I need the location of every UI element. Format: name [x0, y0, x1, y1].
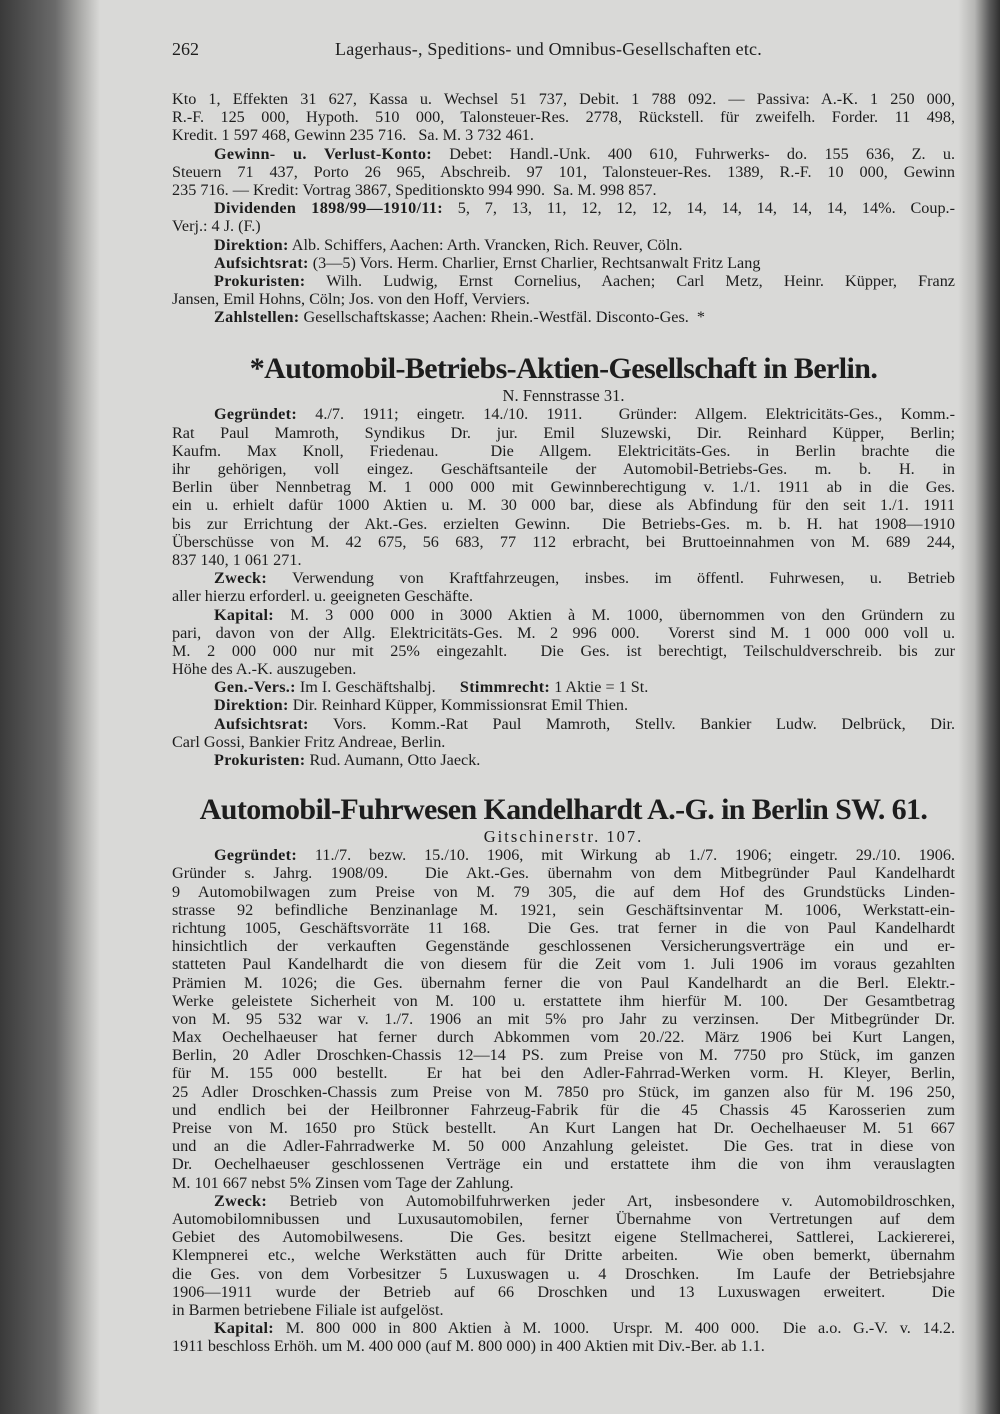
text-line	[172, 308, 955, 326]
text-content: Im I. Geschäftshalbj.	[295, 678, 460, 697]
text-line	[172, 1337, 955, 1355]
text-content: Prämien M. 1026; die Ges. übernahm ferner die von Paul Kandelhardt an die Berl. Elektr.-	[172, 973, 955, 992]
text-content: M. 3 000 000 in 3000 Aktien à M. 1000, übernommen von den Gründern zu	[273, 605, 955, 624]
text-line	[172, 1028, 955, 1046]
paragraph	[172, 1319, 955, 1355]
text-line	[172, 442, 955, 460]
text-content: strasse 92 befindliche Benzinanlage M. 1921, sein Geschäftsinventar M. 1006, Werkstatt-ein-	[172, 900, 955, 919]
text-line	[172, 90, 955, 108]
section-previous-company	[172, 90, 955, 326]
text-line	[172, 1228, 955, 1246]
text-line	[172, 199, 955, 217]
paragraph	[172, 715, 955, 751]
text-line	[172, 1083, 955, 1101]
text-content: die Ges. von dem Vorbesitzer 5 Luxuswagen u. 4 Droschken. Im Laufe der Betriebsjahre	[172, 1264, 955, 1283]
text-line	[172, 1246, 955, 1264]
text-line	[172, 460, 955, 478]
text-line	[172, 1319, 955, 1337]
text-content: pari, davon von der Allg. Elektricitäts-Ges. M. 2 996 000. Vorerst sind M. 1 000 000 voll u.	[172, 623, 955, 642]
text-line	[172, 587, 955, 605]
text-content: richtung 1005, Geschäftsvorräte 11 168. Die Ges. trat ferner in die von Paul Kandelhardt	[172, 918, 955, 937]
scan-left-edge	[0, 0, 100, 1414]
text-content: Automobilomnibussen und Luxusautomobilen, ferner Übernahme von Vertretungen auf dem	[172, 1209, 955, 1228]
text-content: Gebiet des Automobilwesens. Die Ges. besitzt eigene Stellmacherei, Sattlerei, Lackiererei,	[172, 1228, 955, 1247]
section-automobil-betriebs	[172, 405, 955, 769]
text-content: Vors. Komm.-Rat Paul Mamroth, Stellv. Bankier Ludw. Delbrück, Dir.	[308, 714, 955, 733]
text-content: Steuern 71 437, Porto 26 965, Abschreib. 97 101, Talonsteuer-Res. 1389, R.-F. 10 000, Gewinn	[172, 162, 955, 181]
text-content: 837 140, 1 061 271.	[172, 550, 302, 569]
text-line	[172, 937, 955, 955]
text-line	[172, 1301, 955, 1319]
text-content: M. 800 000 in 800 Aktien à M. 1000. Urspr. M. 400 000. Die a.o. G.-V. v. 14.2.	[273, 1319, 955, 1338]
text-content: Kto 1, Effekten 31 627, Kassa u. Wechsel 51 737, Debit. 1 788 092. — Passiva: A.-K. 1 250 000,	[172, 90, 955, 108]
field-label: Aufsichtsrat:	[214, 253, 309, 272]
text-line	[172, 478, 955, 496]
text-content: bis zur Errichtung der Akt.-Ges. erzielten Gewinn. Die Betriebs-Ges. m. b. H. hat 1908—1910	[172, 514, 955, 533]
text-line	[172, 974, 955, 992]
text-line	[172, 515, 955, 533]
paragraph	[172, 405, 955, 569]
text-line	[172, 569, 955, 587]
text-content: 4./7. 1911; eingetr. 14./10. 1911. Gründer: Allgem. Elektricitäts-Ges., Komm.-	[297, 405, 955, 424]
text-content: Jansen, Emil Hohns, Cöln; Jos. von den Hoff, Verviers.	[172, 290, 530, 309]
paragraph	[172, 236, 955, 254]
text-line	[172, 496, 955, 514]
text-content: Werke geleistete Sicherheit von M. 100 u. erstattete ihm hierfür M. 100. Der Gesamtbetrag	[172, 991, 955, 1010]
text-line	[172, 108, 955, 126]
text-line	[172, 551, 955, 569]
running-title: Lagerhaus-, Speditions- und Omnibus-Gesellschaften etc.	[335, 38, 762, 59]
paragraph	[172, 751, 955, 769]
text-content: Rud. Aumann, Otto Jaeck.	[305, 751, 481, 769]
text-content: von M. 95 532 war v. 1./7. 1906 an mit 5% pro Jahr zu verzinsen. Der Mitbegründer Dr.	[172, 1009, 955, 1028]
text-content: für M. 155 000 bestellt. Er hat bei den Adler-Fahrrad-Werken vorm. H. Kleyer, Berlin,	[172, 1064, 955, 1083]
text-content: in Barmen betriebene Filiale ist aufgelöst.	[172, 1300, 444, 1319]
field-label: Prokuristen:	[214, 271, 306, 290]
text-line	[172, 660, 955, 678]
text-content: 9 Automobilwagen zum Preise von M. 79 305, die auf dem Hof des Grundstücks Linden-	[172, 882, 955, 901]
text-content: 1911 beschloss Erhöh. um M. 400 000 (auf M. 800 000) in 400 Aktien mit Div.-Ber. ab 1.1.	[172, 1337, 765, 1356]
text-line	[172, 696, 955, 714]
text-line	[172, 405, 955, 423]
text-content: ein u. erhielt dafür 1000 Aktien u. M. 30 000 bar, diese als Abfindung für den seit 1./1. 1911	[172, 496, 955, 515]
text-content: (3—5) Vors. Herm. Charlier, Ernst Charlier, Rechtsanwalt Fritz Lang	[308, 253, 761, 272]
text-line	[172, 290, 955, 308]
text-content: R.-F. 125 000, Hypoth. 510 000, Talonsteuer-Res. 2778, Rückstell. für zweifelh. Forder. 11 498,	[172, 108, 955, 127]
text-line	[172, 145, 955, 163]
text-line	[172, 992, 955, 1010]
field-label: Direktion:	[214, 235, 289, 254]
field-label: Stimmrecht:	[459, 678, 551, 697]
field-label: Kapital:	[214, 1319, 274, 1338]
text-content: Berlin, 20 Adler Droschken-Chassis 12—14 PS. zum Preise von M. 7750 pro Stück, im ganzen	[172, 1046, 955, 1065]
text-content: und endlich bei der Heilbronner Fahrzeug-Fabrik für die 45 Chassis 45 Karosserien zum	[172, 1100, 955, 1119]
paragraph	[172, 254, 955, 272]
paragraph	[172, 569, 955, 605]
company-title: *Automobil-Betriebs-Aktien-Gesellschaft in Berlin.	[249, 352, 878, 386]
text-content: hinsichtlich der verkauften Gegenstände geschlossenen Versicherungsverträge ein und er-	[172, 937, 955, 956]
text-content: Carl Gossi, Bankier Fritz Andreae, Berlin.	[172, 732, 446, 751]
text-line	[172, 1046, 955, 1064]
paragraph	[172, 606, 955, 679]
field-label: Gegründet:	[214, 405, 298, 424]
text-line	[172, 606, 955, 624]
text-line	[172, 424, 955, 442]
text-content: Alb. Schiffers, Aachen: Arth. Vrancken, Rich. Reuver, Cöln.	[288, 235, 683, 254]
text-content: Gründer s. Jahrg. 1908/09. Die Akt.-Ges. übernahm von dem Mitbegründer Paul Kandelhardt	[172, 864, 955, 883]
text-line	[172, 864, 955, 882]
text-line	[172, 1155, 955, 1173]
text-content: Dir. Reinhard Küpper, Kommissionsrat Emil Thien.	[288, 696, 629, 715]
text-line	[172, 1265, 955, 1283]
field-label: Gewinn- u. Verlust-Konto:	[214, 144, 432, 163]
text-content: Preise von M. 1650 pro Stück bestellt. An Kurt Langen hat Dr. Oechelhaeuser M. 51 667	[172, 1119, 955, 1137]
paragraph	[172, 145, 955, 200]
text-line	[172, 254, 955, 272]
text-content: Rat Paul Mamroth, Syndikus Dr. jur. Emil Sluzewski, Dir. Reinhard Küpper, Berlin;	[172, 423, 955, 442]
text-content: M. 2 000 000 nur mit 25% eingezahlt. Die Ges. ist berechtigt, Teilschuldverschreib. bis zur	[172, 641, 955, 660]
text-line	[172, 1010, 955, 1028]
text-line	[172, 236, 955, 254]
text-line	[172, 1210, 955, 1228]
section-kandelhardt	[172, 846, 955, 1355]
text-content: statteten Paul Kandelhardt die von diesem für die Zeit vom 1. Juli 1906 im voraus gezahlten	[172, 955, 955, 974]
text-content: M. 101 667 nebst 5% Zinsen vom Tage der Zahlung.	[172, 1173, 514, 1192]
document-page	[172, 36, 955, 1355]
text-content: 11./7. bezw. 15./10. 1906, mit Wirkung ab 1./7. 1906; eingetr. 29./10. 1906.	[297, 846, 955, 865]
text-line	[172, 715, 955, 733]
text-line	[172, 846, 955, 864]
field-label: Gegründet:	[214, 846, 298, 865]
text-content: Kaufm. Max Knoll, Friedenau. Die Allgem. Elektricitäts-Ges. in Berlin brachte die	[172, 441, 955, 460]
text-line	[172, 751, 955, 769]
field-label: Gen.-Vers.:	[214, 678, 296, 697]
text-content: Dr. Oechelhaeuser geschlossenen Verträge ein und erstattete ihm die von ihm verauslagten	[172, 1155, 955, 1174]
paragraph	[172, 696, 955, 714]
text-content: Gesellschaftskasse; Aachen: Rhein.-Westfäl. Disconto-Ges. *	[299, 308, 705, 327]
text-content: 5, 7, 13, 11, 12, 12, 12, 14, 14, 14, 14, 14, 14%. Coup.-	[442, 199, 955, 218]
text-content: Verj.: 4 J. (F.)	[172, 217, 261, 236]
field-label: Zahlstellen:	[214, 308, 300, 327]
text-content: Verwendung von Kraftfahrzeugen, insbes. im öffentl. Fuhrwesen, u. Betrieb	[267, 569, 955, 588]
text-line	[172, 1192, 955, 1210]
text-line	[172, 678, 955, 696]
text-line	[172, 217, 955, 235]
text-content: Betrieb von Automobilfuhrwerken jeder Art, insbesondere v. Automobildroschken,	[267, 1191, 955, 1210]
text-content: aller hierzu erforderl. u. geeigneten Geschäfte.	[172, 587, 474, 606]
paragraph	[172, 308, 955, 326]
field-label: Dividenden 1898/99—1910/11:	[214, 199, 443, 218]
text-content: 1906—1911 wurde der Betrieb auf 66 Droschken und 13 Luxuswagen erweitert. Die	[172, 1282, 955, 1301]
company-address: Gitschinerstr. 107.	[483, 827, 644, 847]
page-header	[172, 36, 955, 62]
paragraph	[172, 678, 955, 696]
paragraph	[172, 90, 955, 145]
paragraph	[172, 1192, 955, 1319]
text-content: Berlin über Nennbetrag M. 1 000 000 mit Gewinnberechtigung v. 1./1. 1911 ab in die Ges.	[172, 478, 955, 497]
field-label: Zweck:	[214, 1191, 268, 1210]
field-label: Kapital:	[214, 605, 274, 624]
text-line	[172, 1064, 955, 1082]
field-label: Aufsichtsrat:	[214, 714, 309, 733]
text-line	[172, 533, 955, 551]
text-line	[172, 163, 955, 181]
text-line	[172, 883, 955, 901]
field-label: Prokuristen:	[214, 751, 306, 769]
text-line	[172, 901, 955, 919]
text-content: Debet: Handl.-Unk. 400 610, Fuhrwerks- do. 155 636, Z. u.	[431, 144, 955, 163]
field-label: Direktion:	[214, 696, 289, 715]
text-line	[172, 919, 955, 937]
text-line	[172, 642, 955, 660]
company-address: N. Fennstrasse 31.	[502, 386, 625, 406]
text-content: 1 Aktie = 1 St.	[550, 678, 649, 697]
text-content: Wilh. Ludwig, Ernst Cornelius, Aachen; Carl Metz, Heinr. Küpper, Franz	[305, 271, 955, 290]
text-content: 235 716. — Kredit: Vortrag 3867, Speditionskto 994 990. Sa. M. 998 857.	[172, 180, 657, 199]
text-line	[172, 1174, 955, 1192]
text-line	[172, 1283, 955, 1301]
text-content: Max Oechelhaeuser hat ferner durch Abkommen vom 20./22. März 1906 bei Kurt Langen,	[172, 1028, 955, 1047]
text-line	[172, 1137, 955, 1155]
text-content: Höhe des A.-K. auszugeben.	[172, 660, 357, 679]
text-content: 25 Adler Droschken-Chassis zum Preise von M. 7850 pro Stück, im ganzen also für M. 196 250,	[172, 1082, 955, 1101]
company-title: Automobil-Fuhrwesen Kandelhardt A.-G. in Berlin SW. 61.	[199, 793, 928, 827]
text-content: Überschüsse von M. 42 675, 56 683, 77 112 erbracht, bei Bruttoeinnahmen von M. 689 244,	[172, 532, 955, 551]
text-line	[172, 126, 955, 144]
text-line	[172, 181, 955, 199]
text-line	[172, 1101, 955, 1119]
text-line	[172, 1119, 955, 1137]
text-content: Kredit. 1 597 468, Gewinn 235 716. Sa. M. 3 732 461.	[172, 126, 534, 145]
text-content: und an die Adler-Fahrradwerke M. 50 000 Anzahlung geleistet. Die Ges. trat in diese von	[172, 1137, 955, 1156]
page-number: 262	[172, 38, 199, 59]
text-line	[172, 624, 955, 642]
paragraph	[172, 846, 955, 1192]
text-line	[172, 733, 955, 751]
text-content: ihr gehörigen, voll eingez. Geschäftsanteile der Automobil-Betriebs-Ges. m. b. H. in	[172, 460, 955, 478]
text-content: Klempnerei etc., welche Werkstätten auch für Dritte arbeiten. Wie oben bemerkt, übernahm	[172, 1246, 955, 1265]
text-line	[172, 272, 955, 290]
paragraph	[172, 199, 955, 235]
field-label: Zweck:	[214, 569, 268, 588]
paragraph	[172, 272, 955, 308]
text-line	[172, 955, 955, 973]
scan-right-edge	[958, 0, 1000, 1414]
